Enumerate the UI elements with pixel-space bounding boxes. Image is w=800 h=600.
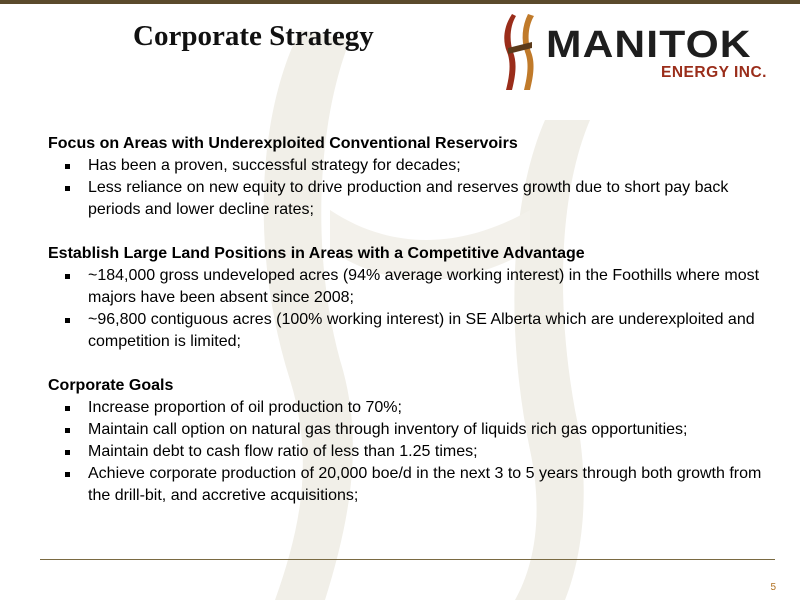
bullet-square-icon (65, 274, 70, 279)
list-item-text: Maintain call option on natural gas through inventory of liquids rich gas opportunities; (88, 421, 688, 438)
list-item (48, 309, 768, 353)
bullet-square-icon (65, 472, 70, 477)
list-item (48, 463, 768, 507)
list-item-text: Less reliance on new equity to drive production and reserves growth due to short pay back periods and lower decline rates; (88, 179, 729, 218)
list-item (48, 265, 768, 309)
bullet-square-icon (65, 406, 70, 411)
list-item-text: Achieve corporate production of 20,000 boe/d in the next 3 to 5 years through both growth from the drill-bit, and accretive acquisitions; (88, 465, 762, 504)
bullet-list (48, 265, 768, 353)
section-heading: Corporate Goals (48, 377, 174, 394)
bullet-square-icon (65, 428, 70, 433)
logo-subtitle: ENERGY INC. (661, 64, 767, 81)
list-item (48, 155, 768, 177)
bullet-square-icon (65, 186, 70, 191)
list-item-text: ~184,000 gross undeveloped acres (94% average working interest) in the Foothills where most majors have been absent since 2008; (88, 267, 760, 306)
slide-title: Corporate Strategy (133, 20, 374, 52)
list-item (48, 397, 768, 419)
bullet-square-icon (65, 318, 70, 323)
list-item-text: Maintain debt to cash flow ratio of less than 1.25 times; (88, 443, 478, 460)
list-item (48, 177, 768, 221)
bullet-list (48, 155, 768, 221)
list-item-text: ~96,800 contiguous acres (100% working interest) in SE Alberta which are underexploited and competition is limited; (88, 311, 755, 350)
bullet-square-icon (65, 450, 70, 455)
section-heading: Focus on Areas with Underexploited Conventional Reservoirs (48, 135, 518, 152)
section-land-positions (48, 243, 768, 353)
footer-divider (40, 559, 775, 560)
logo-name: MANITOK (546, 24, 752, 66)
bullet-list (48, 397, 768, 507)
list-item-text: Increase proportion of oil production to 70%; (88, 399, 402, 416)
bullet-square-icon (65, 164, 70, 169)
company-logo (498, 12, 783, 94)
list-item (48, 441, 768, 463)
section-corporate-goals (48, 375, 768, 507)
slide-content (48, 133, 768, 529)
section-focus-areas (48, 133, 768, 221)
list-item (48, 419, 768, 441)
list-item-text: Has been a proven, successful strategy for decades; (88, 157, 461, 174)
section-heading: Establish Large Land Positions in Areas with a Competitive Advantage (48, 245, 585, 262)
page-number: 5 (770, 582, 776, 593)
logo-emblem-icon (498, 12, 542, 92)
